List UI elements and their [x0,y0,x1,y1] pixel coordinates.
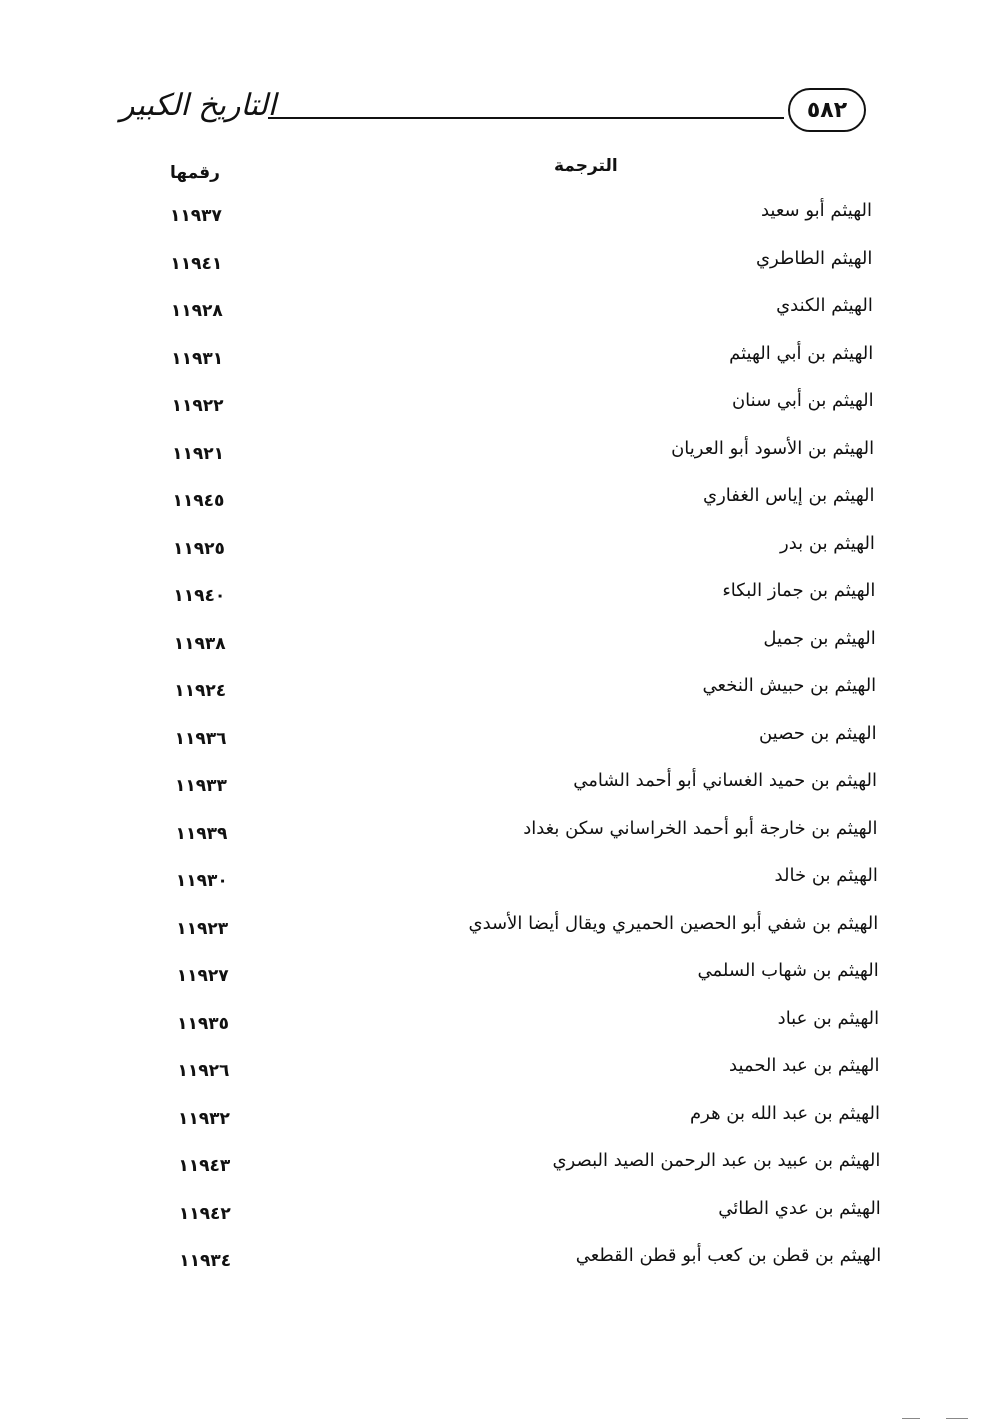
entry-number: ١١٩٣٩ [175,823,228,844]
entry-name: الهيثم بن حبيش النخعي [702,675,877,696]
list-item [153,580,875,620]
entry-number: ١١٩٣٢ [177,1108,230,1129]
list-item [155,723,877,763]
entry-name: الهيثم بن خارجة أبو أحمد الخراساني سكن بغداد [523,817,878,839]
entry-name: الهيثم بن عباد [777,1007,880,1029]
entry-name: الهيثم بن عدي الطائي [718,1197,881,1219]
number-column-heading: رقمها [170,163,220,183]
list-item [152,438,874,478]
list-item [157,1008,879,1048]
list-item [157,960,879,1000]
entry-number: ١١٩٢٣ [176,918,229,939]
entry-name: الهيثم بن شهاب السلمي [697,960,879,981]
entry-number: ١١٩٤٢ [178,1203,231,1224]
entry-name: الهيثم بن عبد الحميد [729,1055,880,1076]
entry-number: ١١٩٢٢ [171,396,224,416]
list-item [152,390,874,430]
list-item [156,865,878,905]
entry-name: الهيثم بن جماز البكاء [722,580,876,601]
entry-name: الهيثم بن أبي سنان [731,390,874,411]
page-header [120,82,866,142]
entry-name: الهيثم أبو سعيد [760,200,872,221]
entry-name: الهيثم الكندي [776,295,873,316]
entry-number: ١١٩٢٤ [174,681,227,701]
entry-name: الهيثم بن قطن بن كعب أبو قطن القطعي [575,1245,882,1266]
entry-number: ١١٩٤٣ [178,1156,231,1176]
page-number: ٥٨٢ [806,97,848,123]
entry-number: ١١٩٢٧ [176,966,229,986]
entry-number: ١١٩٢٥ [172,538,225,559]
list-item [158,1150,880,1190]
list-item [150,200,872,240]
list-item [155,770,877,810]
list-item [153,485,875,525]
entry-number: ١١٩٤١ [170,253,223,274]
entry-name: الهيثم بن إياس الغفاري [703,485,875,506]
header-rule [268,117,784,119]
entry-number: ١١٩٣٤ [179,1251,232,1271]
entry-name: الهيثم بن شفي أبو الحصين الحميري ويقال أيضا الأسدي [468,912,879,934]
list-item [155,818,877,858]
entry-number: ١١٩٣٧ [170,206,222,226]
footer-mark [902,1418,920,1419]
entry-number: ١١٩٢٨ [170,301,223,321]
entry-name: الهيثم بن حصين [758,722,877,744]
entry-name: الهيثم بن بدر [780,532,875,554]
list-item [150,248,872,288]
entry-number: ١١٩٢١ [172,443,224,464]
page-number-badge [788,88,866,132]
list-item [154,675,876,715]
entry-number: ١١٩٤٥ [172,491,225,511]
list-item [151,343,873,383]
entry-number: ١١٩٣٠ [175,871,228,891]
entry-number: ١١٩٣٥ [177,1013,230,1034]
entry-number: ١١٩٣٨ [173,633,226,654]
entry-number: ١١٩٣٦ [174,728,227,749]
list-item [154,628,876,668]
entry-name: الهيثم بن الأسود أبو العريان [671,437,875,459]
list-item [159,1245,881,1285]
name-column-heading: الترجمة [554,156,618,176]
entry-name: الهيثم الطاطري [755,247,873,269]
entry-number: ١١٩٢٦ [177,1061,230,1081]
list-item [158,1103,880,1143]
list-item [151,295,873,335]
list-item [158,1055,880,1095]
list-item [159,1198,881,1238]
entry-name: الهيثم بن حميد الغساني أبو أحمد الشامي [573,770,878,791]
entry-number: ١١٩٤٠ [173,586,226,606]
list-item [153,533,875,573]
footer-mark [946,1418,968,1419]
list-item [156,913,878,953]
entry-number: ١١٩٣٣ [175,776,227,796]
entry-name: الهيثم بن عبيد بن عبد الرحمن الصيد البصري [552,1150,881,1171]
entry-name: الهيثم بن جميل [763,627,876,649]
entry-name: الهيثم بن عبد الله بن هرم [690,1102,880,1124]
entry-name: الهيثم بن خالد [774,865,878,886]
book-title: التاريخ الكبير [120,88,277,123]
entry-name: الهيثم بن أبي الهيثم [729,342,874,364]
entry-number: ١١٩٣١ [171,348,224,369]
